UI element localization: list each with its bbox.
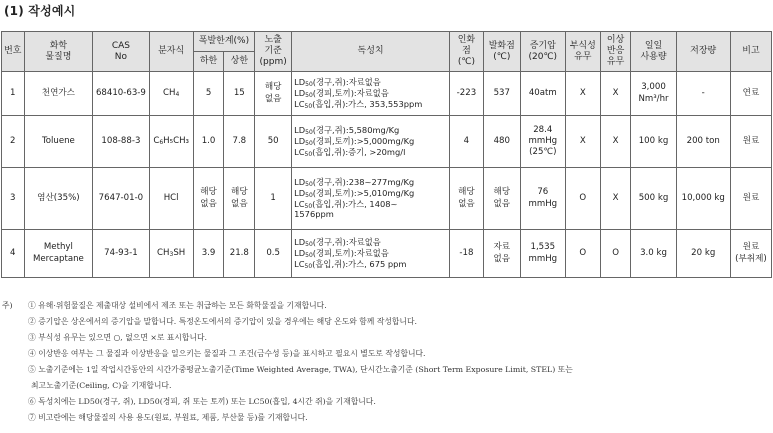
cell-remark: 원료 (부취제)	[730, 230, 771, 278]
footnote-item	[2, 298, 770, 314]
cell-chemical-name: 염산(35%)	[24, 168, 93, 230]
cell-upper-limit: 15	[224, 72, 255, 116]
footnote-prefix: 주)	[2, 301, 13, 310]
cell-storage: 200 ton	[676, 116, 730, 168]
table-row	[2, 72, 772, 116]
cell-storage: -	[676, 72, 730, 116]
cell-no: 3	[2, 168, 25, 230]
header-daily-usage: 일일 사용량	[631, 32, 676, 72]
cell-corrosive: X	[565, 116, 600, 168]
cell-corrosive: O	[565, 230, 600, 278]
header-upper-limit: 상한	[224, 52, 255, 72]
footnote-item	[2, 410, 770, 426]
cell-formula: $CH_3SH$	[149, 230, 193, 278]
cell-daily-usage: 3,000 Nm³/hr	[631, 72, 676, 116]
cell-cas-no: 108-88-3	[93, 116, 149, 168]
cell-toxicity: $LD_{50}$(경구,쥐):238~277mg/Kg $LD_{50}$(경피,토끼):>5,010mg/Kg $LC_{50}$(흡입,쥐):가스, 1408~ 1576ppm	[292, 168, 450, 230]
cell-upper-limit: 21.8	[224, 230, 255, 278]
cell-exposure-limit: 1	[255, 168, 292, 230]
cell-cas-no: 68410-63-9	[93, 72, 149, 116]
footnote-item	[2, 346, 770, 362]
cell-no: 1	[2, 72, 25, 116]
cell-abnormal-reaction: X	[600, 168, 631, 230]
cell-formula: $C_6H_5CH_3$	[149, 116, 193, 168]
cell-exposure-limit: 50	[255, 116, 292, 168]
cell-upper-limit: 해당 없음	[224, 168, 255, 230]
cell-chemical-name: 천연가스	[24, 72, 93, 116]
cell-toxicity: $LD_{50}$(경구,쥐):자료없음 $LD_{50}$(경피,토끼):자료없음 $LC_{50}$(흡입,쥐):가스, 675 ppm	[292, 230, 450, 278]
footnote-text: ① 유해·위험물질은 제출대상 설비에서 제조 또는 취급하는 모든 화학물질을 기재합니다.	[28, 301, 327, 310]
cell-flash-point: -18	[450, 230, 484, 278]
cell-daily-usage: 100 kg	[631, 116, 676, 168]
cell-remark: 원료	[730, 168, 771, 230]
cell-lower-limit: 3.9	[193, 230, 224, 278]
cell-ignition-point: 537	[483, 72, 520, 116]
cell-toxicity: $LD_{50}$(경구,쥐):5,580mg/Kg $LD_{50}$(경피,토끼):>5,000mg/Kg $LC_{50}$(흡입,쥐):증기, >20mg/l	[292, 116, 450, 168]
cell-exposure-limit: 해당 없음	[255, 72, 292, 116]
header-lower-limit: 하한	[193, 52, 224, 72]
section-heading: (1) 작성예시	[4, 4, 76, 18]
cell-toxicity: $LD_{50}$(경구,쥐):자료없음 $LD_{50}$(경피,토끼):자료없음 $LC_{50}$(흡입,쥐):가스, 353,553ppm	[292, 72, 450, 116]
footnote-text: ③ 부식성 유무는 있으면 ○, 없으면 ×로 표시합니다.	[28, 333, 208, 342]
header-vapor-pressure: 증기압 (20℃)	[520, 32, 565, 72]
header-remark: 비고	[730, 32, 771, 72]
header-exposure-limit: 노출 기준 (ppm)	[255, 32, 292, 72]
footnote-item	[2, 362, 770, 378]
header-toxicity: 독성치	[292, 32, 450, 72]
cell-daily-usage: 500 kg	[631, 168, 676, 230]
example-table	[1, 31, 772, 278]
table-row	[2, 230, 772, 278]
cell-lower-limit: 5	[193, 72, 224, 116]
footnote-item	[2, 330, 770, 346]
cell-flash-point: -223	[450, 72, 484, 116]
header-explosion-limit: 폭발한계(%)	[193, 32, 255, 52]
cell-vapor-pressure: 76 mmHg	[520, 168, 565, 230]
footnote-item	[2, 378, 770, 394]
cell-ignition-point: 자료 없음	[483, 230, 520, 278]
cell-abnormal-reaction: X	[600, 72, 631, 116]
cell-cas-no: 7647-01-0	[93, 168, 149, 230]
cell-corrosive: O	[565, 168, 600, 230]
cell-flash-point: 4	[450, 116, 484, 168]
footnote-text: ⑥ 독성치에는 LD50(경구, 쥐), LD50(경피, 쥐 또는 토끼) 또는 LC50(흡입, 4시간 쥐)을 기재합니다.	[28, 397, 376, 406]
cell-storage: 20 kg	[676, 230, 730, 278]
header-ignition-point: 발화점 (℃)	[483, 32, 520, 72]
header-formula: 분자식	[149, 32, 193, 72]
footnote-text: ⑦ 비고란에는 해당물질의 사용 용도(원료, 부원료, 제품, 부산물 등)를 기재합니다.	[28, 413, 308, 422]
cell-daily-usage: 3.0 kg	[631, 230, 676, 278]
cell-no: 4	[2, 230, 25, 278]
header-chemical-name: 화학 물질명	[24, 32, 93, 72]
cell-upper-limit: 7.8	[224, 116, 255, 168]
cell-lower-limit: 해당 없음	[193, 168, 224, 230]
footnote-text: ② 증기압은 상온에서의 증기압을 말합니다. 특정온도에서의 증기압이 있을 경우에는 해당 온도와 함께 작성합니다.	[28, 317, 417, 326]
table-row	[2, 168, 772, 230]
cell-no: 2	[2, 116, 25, 168]
cell-corrosive: X	[565, 72, 600, 116]
footnote-text: 최고노출기준(Ceiling, C)을 기재합니다.	[31, 381, 172, 390]
cell-remark: 연료	[730, 72, 771, 116]
footnote-text: ④ 이상반응 여부는 그 물질과 이상반응을 일으키는 물질과 그 조건(금수성 등)을 표시하고 필요시 별도로 작성합니다.	[28, 349, 426, 358]
cell-ignition-point: 해당 없음	[483, 168, 520, 230]
footnotes	[2, 298, 770, 426]
header-abnormal-reaction: 이상 반응 유무	[600, 32, 631, 72]
cell-abnormal-reaction: X	[600, 116, 631, 168]
table-row	[2, 116, 772, 168]
cell-chemical-name: Toluene	[24, 116, 93, 168]
cell-vapor-pressure: 28.4 mmHg (25℃)	[520, 116, 565, 168]
cell-ignition-point: 480	[483, 116, 520, 168]
cell-remark: 원료	[730, 116, 771, 168]
cell-vapor-pressure: 40atm	[520, 72, 565, 116]
cell-vapor-pressure: 1,535 mmHg	[520, 230, 565, 278]
header-cas-no: CAS No	[93, 32, 149, 72]
header-corrosive: 부식성 유무	[565, 32, 600, 72]
cell-cas-no: 74-93-1	[93, 230, 149, 278]
header-no: 번호	[2, 32, 25, 72]
footnote-item	[2, 314, 770, 330]
footnote-item	[2, 394, 770, 410]
cell-lower-limit: 1.0	[193, 116, 224, 168]
header-flash-point: 인화 점 (℃)	[450, 32, 484, 72]
cell-storage: 10,000 kg	[676, 168, 730, 230]
cell-formula: HCl	[149, 168, 193, 230]
cell-formula: $CH_4$	[149, 72, 193, 116]
cell-exposure-limit: 0.5	[255, 230, 292, 278]
header-storage: 저장량	[676, 32, 730, 72]
cell-abnormal-reaction: O	[600, 230, 631, 278]
cell-flash-point: 해당 없음	[450, 168, 484, 230]
footnote-text: ⑤ 노출기준에는 1일 작업시간동안의 시간가중평균노출기준(Time Weighted Average, TWA), 단시간노출기준 (Short Term Exposure Limit, STEL) 또는	[28, 365, 573, 374]
cell-chemical-name: Methyl Mercaptane	[24, 230, 93, 278]
